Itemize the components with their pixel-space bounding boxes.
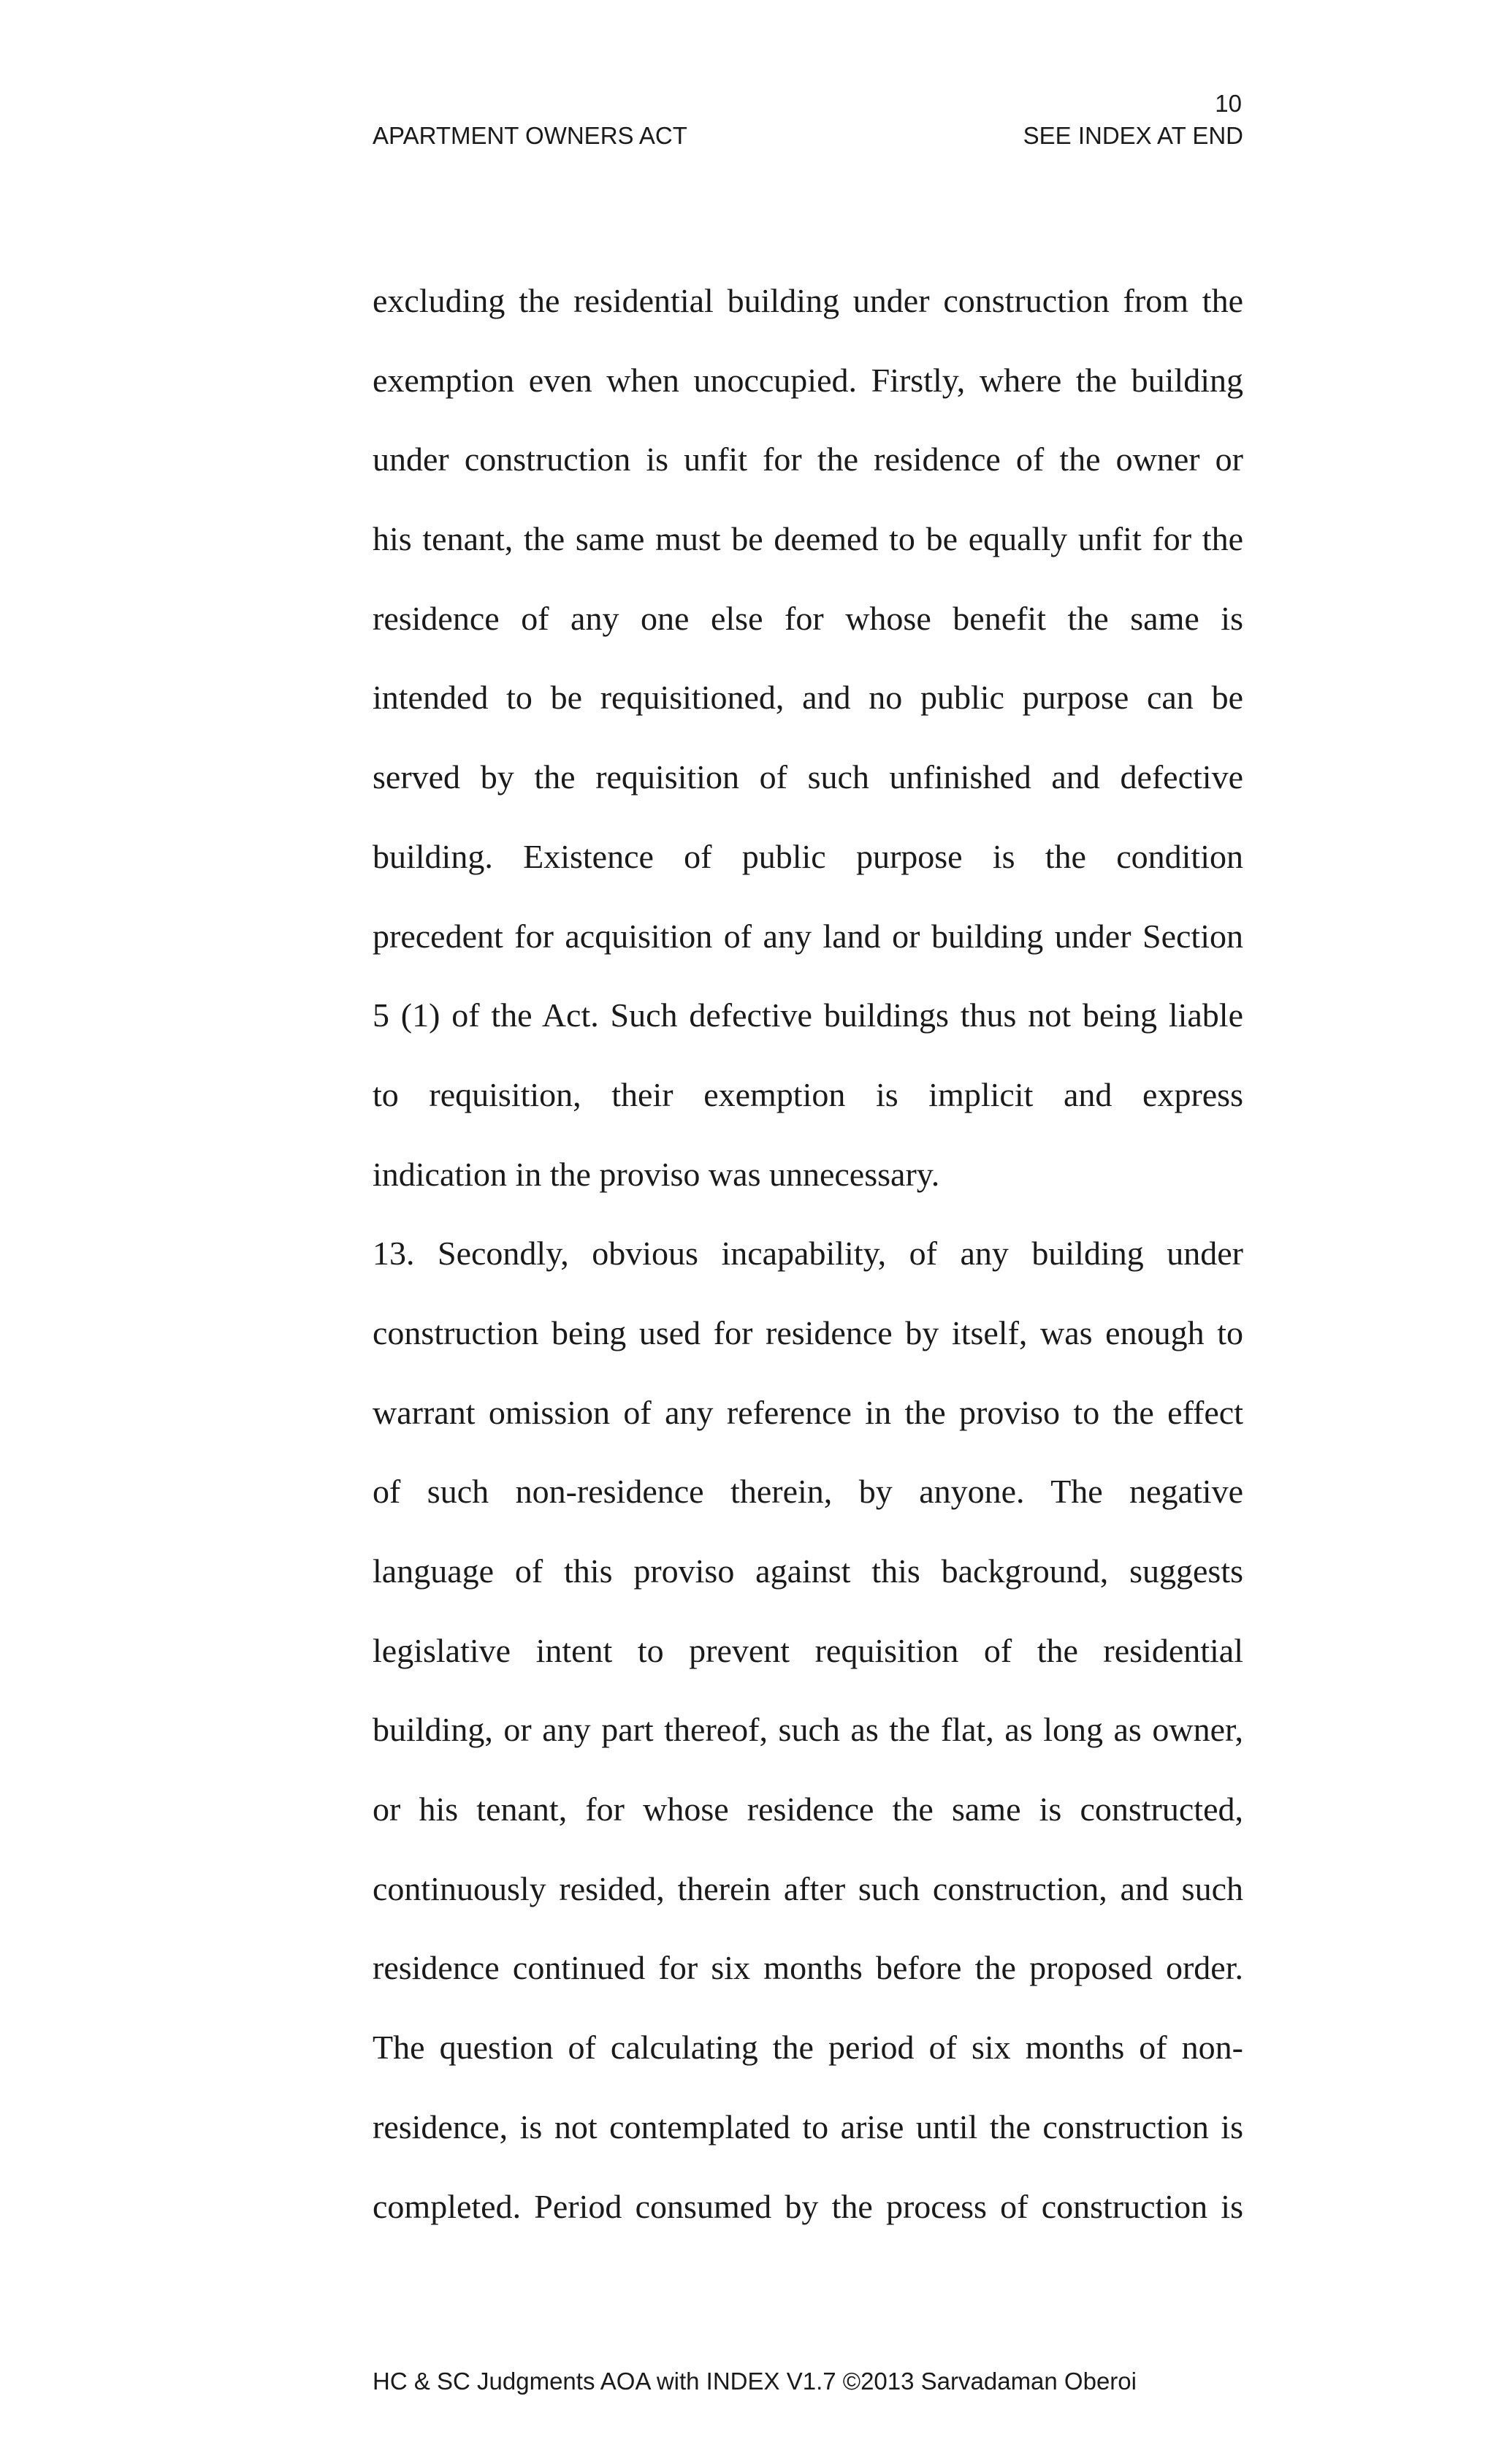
text-line: language of this proviso against this background, suggests [373, 1552, 1243, 1590]
text-line: 13. Secondly, obvious incapability, of any building under [373, 1235, 1243, 1273]
page-footer: HC & SC Judgments AOA with INDEX V1.7 ©2013 Sarvadaman Oberoi [373, 2368, 1137, 2395]
text-line: building. Existence of public purpose is the condition [373, 837, 1243, 875]
text-line: warrant omission of any reference in the proviso to the effect [373, 1393, 1243, 1431]
text-line: 5 (1) of the Act. Such defective buildings thus not being liable [373, 996, 1243, 1034]
text-line: indication in the proviso was unnecessary. [373, 1155, 940, 1193]
text-line: under construction is unfit for the residence of the owner or [373, 440, 1243, 478]
header-title: APARTMENT OWNERS ACT [373, 122, 687, 149]
text-line: his tenant, the same must be deemed to be equally unfit for the [373, 520, 1243, 558]
text-line: intended to be requisitioned, and no public purpose can be [373, 679, 1243, 717]
header-index-note: SEE INDEX AT END [1023, 122, 1243, 149]
body-text [373, 262, 1243, 2246]
text-line: residence, is not contemplated to arise until the construction is [373, 2108, 1243, 2145]
text-line: residence of any one else for whose benefit the same is [373, 599, 1243, 637]
text-line: building, or any part thereof, such as the flat, as long as owner, [373, 1711, 1243, 1749]
text-line: legislative intent to prevent requisition of the residential [373, 1631, 1243, 1669]
text-line: construction being used for residence by itself, was enough to [373, 1313, 1243, 1351]
text-line: residence continued for six months before the proposed order. [373, 1949, 1243, 1987]
page-number: 10 [1215, 90, 1242, 117]
text-line: precedent for acquisition of any land or building under Section [373, 917, 1243, 955]
running-header [373, 121, 1243, 150]
text-line: exemption even when unoccupied. Firstly, where the building [373, 361, 1243, 399]
text-line: served by the requisition of such unfinished and defective [373, 758, 1243, 796]
text-line: completed. Period consumed by the process of construction is [373, 2187, 1243, 2225]
text-line: continuously resided, therein after such construction, and such [373, 1869, 1243, 1907]
text-line: to requisition, their exemption is implicit and express [373, 1075, 1243, 1113]
text-line: The question of calculating the period of six months of non- [373, 2029, 1243, 2067]
text-line: excluding the residential building under construction from the [373, 282, 1243, 319]
text-line: or his tenant, for whose residence the same is constructed, [373, 1790, 1243, 1828]
text-line: of such non-residence therein, by anyone. The negative [373, 1473, 1243, 1511]
